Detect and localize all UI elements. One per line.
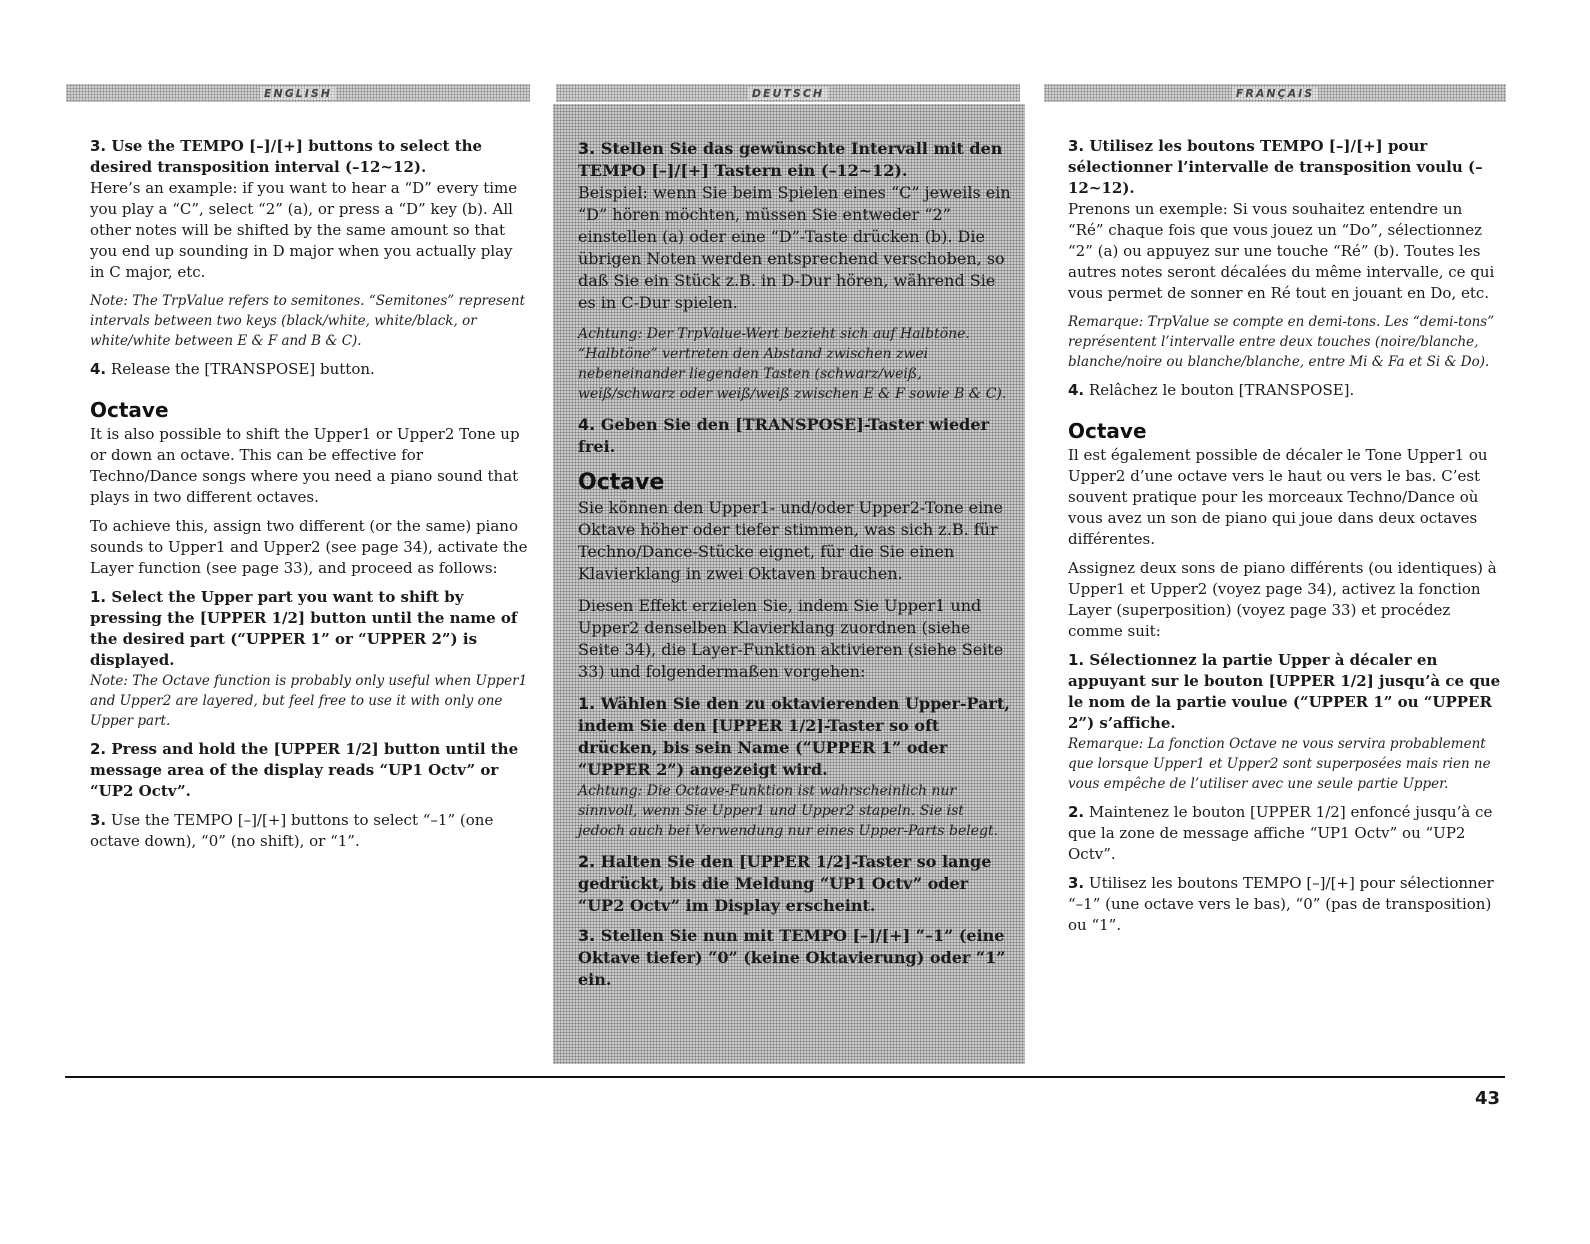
step-number: 2. (90, 740, 107, 758)
octave-note: Note: The Octave function is probably only useful when Upper1 and Upper2 are layered, but feel free to use it with only one Upper part. (90, 673, 528, 729)
step-text: Geben Sie den [TRANSPOSE]-Taster wieder frei. (578, 415, 989, 456)
step-text: Select the Upper part you want to shift by pressing the [UPPER 1/2] button until the name of the desired part (“UPPER 1” or “UPPER 2”) is displayed. (90, 588, 518, 669)
octave-paragraph-2: Diesen Effekt erzielen Sie, indem Sie Upper1 und Upper2 denselben Klavierklang zuordnen (siehe Seite 34), die Layer-Funktion aktivieren (siehe Seite 33) und folgendermaßen vorgehen: (578, 596, 1004, 681)
octave-paragraph-1: Il est également possible de décaler le Tone Upper1 ou Upper2 d’une octave vers le haut ou vers le bas. C’est souvent pratique pour les morceaux Techno/Dance où vous avez un son de piano qui joue dans deux octaves différentes. (1068, 446, 1488, 548)
step-text: Relâchez le bouton [TRANSPOSE]. (1088, 381, 1355, 399)
step-text: Utilisez les boutons TEMPO [–]/[+] pour sélectionner “–1” (une octave vers le bas), “0” (pas de transposition) ou “1”. (1068, 874, 1494, 934)
octave-heading: Octave (1068, 419, 1147, 443)
step-number: 1. (578, 694, 596, 713)
step-text: Wählen Sie den zu oktavierenden Upper-Part, indem Sie den [UPPER 1/2]-Taster so oft drücken, bis sein Name (“UPPER 1” oder “UPPER 2”) angezeigt wird. (578, 694, 1010, 779)
header-label-english: ENGLISH (260, 87, 336, 100)
header-bar-francais (1044, 84, 1506, 102)
octave-step-2 (90, 739, 530, 802)
step-number: 1. (1068, 651, 1085, 669)
octave-paragraph-2: To achieve this, assign two different (or the same) piano sounds to Upper1 and Upper2 (see page 34), activate the Layer function (see page 33), and proceed as follows: (90, 517, 528, 577)
step-text: Press and hold the [UPPER 1/2] button until the message area of the display reads “UP1 Octv” or “UP2 Octv”. (90, 740, 519, 800)
note-semitones: Note: The TrpValue refers to semitones. “Semitones” represent intervals between two keys (black/white, white/black, or white/white between E & F and B & C). (90, 293, 526, 349)
step-number: 3. (90, 811, 107, 829)
step-text: Halten Sie den [UPPER 1/2]-Taster so lange gedrückt, bis die Meldung “UP1 Octv” oder “UP2 Octv” im Display erscheint. (578, 852, 992, 915)
step-number: 2. (1068, 803, 1085, 821)
step-number: 4. (1068, 381, 1085, 399)
step-number: 3. (1068, 874, 1085, 892)
octave-step-3 (90, 810, 530, 852)
footer-rule (65, 1076, 1505, 1078)
octave-step-1 (1068, 650, 1502, 734)
header-label-francais: FRANÇAIS (1232, 87, 1318, 100)
deutsch-column (578, 138, 1014, 991)
header-bar-deutsch (556, 84, 1020, 102)
step-3-body: Beispiel: wenn Sie beim Spielen eines “C” jeweils ein “D” hören möchten, müssen Sie entweder “2” einstellen (a) oder eine “D”-Taste drücken (b). Die übrigen Noten werden entsprechend verschoben, so daß Sie ein Stück z.B. in D-Dur hören, während Sie es in C-Dur spielen. (578, 183, 1011, 312)
step-text: Stellen Sie das gewünschte Intervall mit den TEMPO [–]/[+] Tastern ein (–12~12). (578, 139, 1003, 180)
english-column (90, 136, 530, 860)
step-3-title (578, 138, 1014, 182)
step-3-body: Here’s an example: if you want to hear a “D” every time you play a “C”, select “2” (a), or press a “D” key (b). All other notes will be shifted by the same amount so that you end up sounding in D major when you actually play in C major, etc. (90, 179, 518, 281)
octave-note: Achtung: Die Octave-Funktion ist wahrscheinlich nur sinnvoll, wenn Sie Upper1 und Upper2 stapeln. Sie ist jedoch auch bei Verwendung nur eines Upper-Parts belegt. (578, 783, 999, 839)
step-text: Stellen Sie nun mit TEMPO [–]/[+] “–1” (eine Oktave tiefer) “0” (keine Oktavierung) oder “1” ein. (578, 926, 1006, 989)
step-number: 4. (578, 415, 596, 434)
step-text: Release the [TRANSPOSE] button. (110, 360, 375, 378)
step-number: 4. (90, 360, 107, 378)
octave-step-2 (1068, 802, 1502, 865)
step-text: Maintenez le bouton [UPPER 1/2] enfoncé jusqu’à ce que la zone de message affiche “UP1 Octv” ou “UP2 Octv”. (1068, 803, 1493, 863)
step-number: 2. (578, 852, 596, 871)
step-number: 3. (90, 137, 107, 155)
step-4 (578, 414, 1014, 458)
step-3-title (1068, 136, 1502, 199)
francais-column (1068, 136, 1502, 944)
octave-step-3 (578, 925, 1014, 991)
header-label-deutsch: DEUTSCH (748, 87, 828, 100)
step-4 (90, 359, 530, 380)
step-4 (1068, 380, 1502, 401)
note-semitones: Remarque: TrpValue se compte en demi-tons. Les “demi-tons” représentent l’intervalle entre deux touches (noire/blanche, blanche/noire ou blanche/blanche, entre Mi & Fa et Si & Do). (1068, 314, 1495, 370)
octave-heading: Octave (578, 470, 665, 495)
octave-note: Remarque: La fonction Octave ne vous servira probablement que lorsque Upper1 et Upper2 sont superposées mais rien ne vous empêche de l’utiliser avec une seule partie Upper. (1068, 736, 1491, 792)
step-text: Use the TEMPO [–]/[+] buttons to select the desired transposition interval (–12~12). (90, 137, 483, 176)
page-number: 43 (1474, 1088, 1500, 1109)
step-number: 1. (90, 588, 107, 606)
header-bar-english (66, 84, 530, 102)
step-text: Use the TEMPO [–]/[+] buttons to select “–1” (one octave down), “0” (no shift), or “1”. (90, 811, 494, 850)
step-text: Utilisez les boutons TEMPO [–]/[+] pour sélectionner l’intervalle de transposition voulu (–12~12). (1068, 137, 1483, 197)
step-3-title (90, 136, 530, 178)
octave-step-3 (1068, 873, 1502, 936)
note-semitones: Achtung: Der TrpValue-Wert bezieht sich auf Halbtöne. “Halbtöne” vertreten den Abstand zwischen zwei nebeneinander liegenden Tasten (schwarz/weiß, weiß/schwarz oder weiß/weiß zwischen E & F sowie B & C). (578, 326, 1007, 402)
octave-heading: Octave (90, 398, 169, 422)
step-number: 3. (578, 926, 596, 945)
octave-step-1 (578, 693, 1014, 781)
octave-paragraph-2: Assignez deux sons de piano différents (ou identiques) à Upper1 et Upper2 (voyez page 34), activez la fonction Layer (superposition) (voyez page 33) et procédez comme suit: (1068, 559, 1497, 640)
octave-step-2 (578, 851, 1014, 917)
octave-step-1 (90, 587, 530, 671)
octave-paragraph-1: Sie können den Upper1- und/oder Upper2-Tone eine Oktave höher oder tiefer stimmen, was sich z.B. für Techno/Dance-Stücke eignet, für die Sie einen Klavierklang in zwei Oktaven brauchen. (578, 498, 1003, 583)
step-number: 3. (578, 139, 596, 158)
step-number: 3. (1068, 137, 1085, 155)
step-3-body: Prenons un exemple: Si vous souhaitez entendre un “Ré” chaque fois que vous jouez un “Do”, sélectionnez “2” (a) ou appuyez sur une touche “Ré” (b). Toutes les autres notes seront décalées du même intervalle, ce qui vous permet de sonner en Ré tout en jouant en Do, etc. (1068, 200, 1495, 302)
step-text: Sélectionnez la partie Upper à décaler en appuyant sur le bouton [UPPER 1/2] jusqu’à ce que le nom de la partie voulue (“UPPER 1” ou “UPPER 2”) s’affiche. (1068, 651, 1501, 732)
octave-paragraph-1: It is also possible to shift the Upper1 or Upper2 Tone up or down an octave. This can be effective for Techno/Dance songs where you need a piano sound that plays in two different octaves. (90, 425, 520, 506)
